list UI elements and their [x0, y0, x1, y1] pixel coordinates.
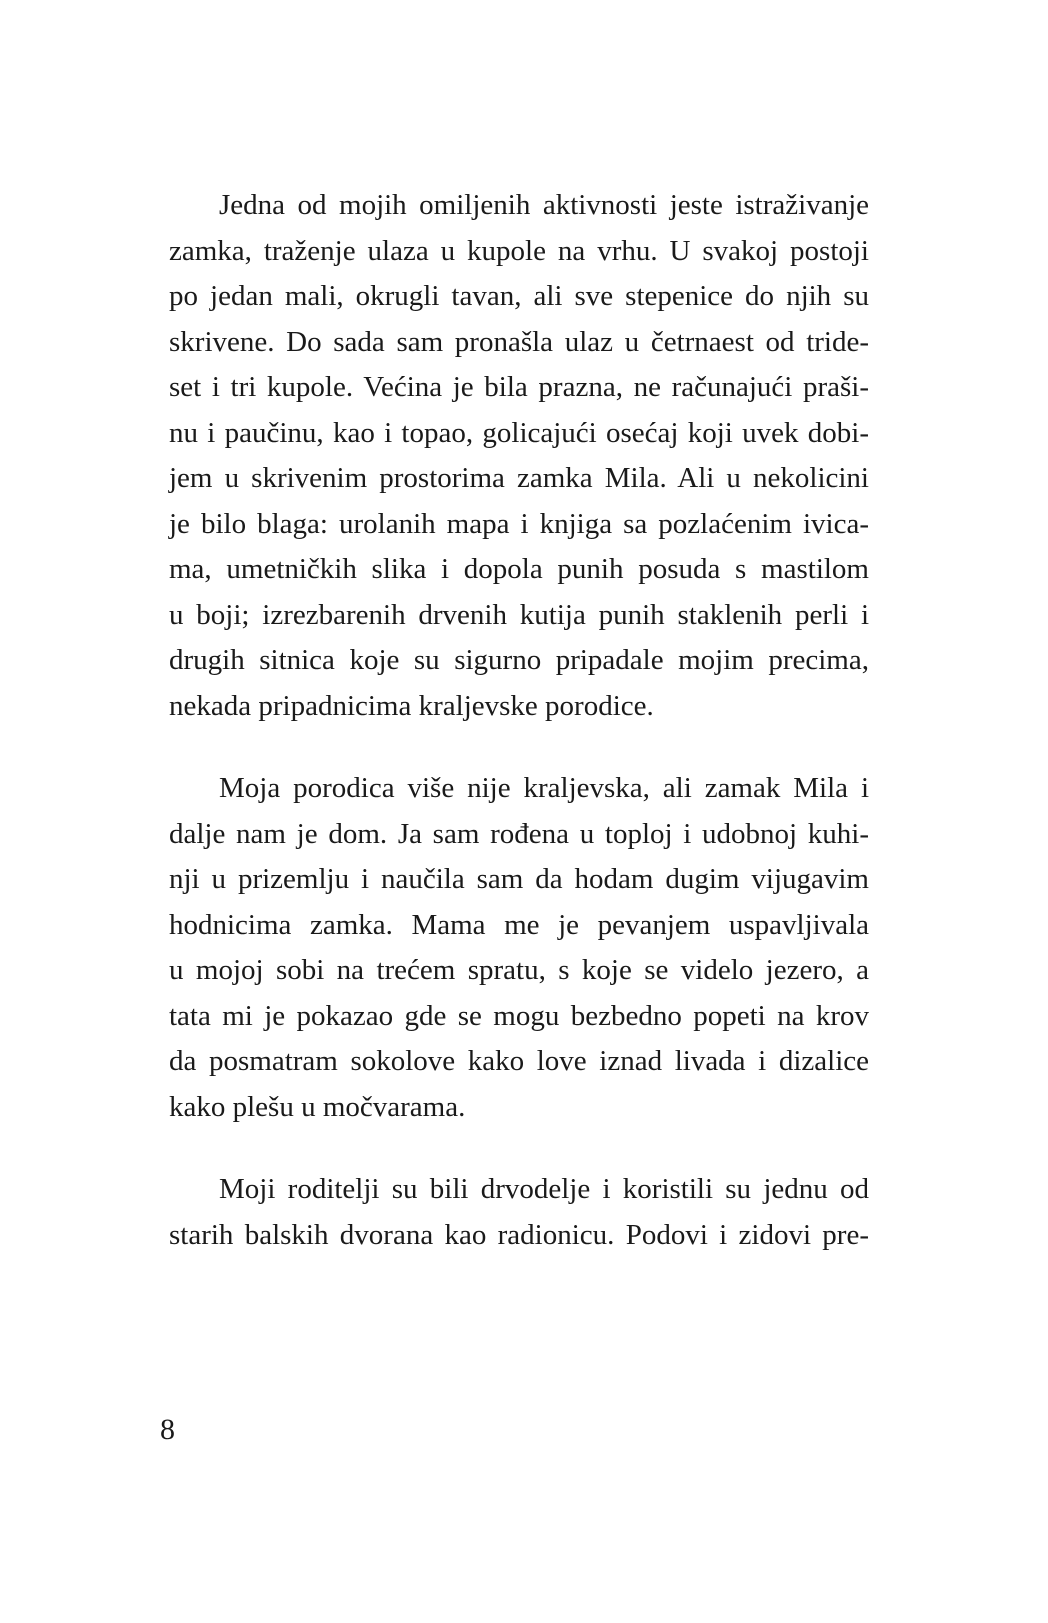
body-text — [169, 183, 869, 1258]
text-line: tata mi je pokazao gde se mogu bezbedno popeti na krov — [169, 999, 869, 1032]
text-line: zamka, traženje ulaza u kupole na vrhu. U svakoj postoji — [169, 234, 869, 267]
text-line: Moji roditelji su bili drvodelje i koristili su jednu od — [219, 1173, 869, 1205]
text-line: jem u skrivenim prostorima zamka Mila. Ali u nekolicini — [169, 462, 869, 494]
text-line: ma, umetničkih slika i dopola punih posuda s mastilom — [169, 553, 869, 585]
text-line: u mojoj sobi na trećem spratu, s koje se videlo jezero, a — [169, 954, 869, 986]
text-line: nu i paučinu, kao i topao, golicajući osećaj koji uvek dobi- — [169, 416, 869, 449]
page-number: 8 — [160, 1413, 175, 1446]
text-line: nji u prizemlju i naučila sam da hodam dugim vijugavim — [169, 863, 869, 895]
text-line: je bilo blaga: urolanih mapa i knjiga sa pozlaćenim ivica- — [169, 507, 869, 540]
text-line: skrivene. Do sada sam pronašla ulaz u četrnaest od tride- — [169, 325, 869, 358]
text-line: hodnicima zamka. Mama me je pevanjem uspavljivala — [169, 908, 869, 941]
text-line: Moja porodica više nije kraljevska, ali zamak Mila i — [219, 772, 869, 804]
text-line: drugih sitnica koje su sigurno pripadale mojim precima, — [169, 644, 869, 676]
text-line: po jedan mali, okrugli tavan, ali sve stepenice do njih su — [169, 280, 869, 312]
paragraph-3 — [169, 1167, 869, 1258]
paragraph-1 — [169, 183, 869, 729]
text-line: dalje nam je dom. Ja sam rođena u toploj i udobnoj kuhi- — [169, 817, 869, 850]
text-line: da posmatram sokolove kako love iznad livada i dizalice — [169, 1045, 869, 1077]
paragraph-2 — [169, 766, 869, 1130]
text-line: starih balskih dvorana kao radionicu. Podovi i zidovi pre- — [169, 1218, 869, 1251]
text-line: nekada pripadnicima kraljevske porodice. — [169, 689, 654, 722]
text-line: kako plešu u močvarama. — [169, 1090, 466, 1123]
text-line: Jedna od mojih omiljenih aktivnosti jeste istraživanje — [219, 189, 869, 221]
text-line: set i tri kupole. Većina je bila prazna, ne računajući praši- — [169, 371, 869, 403]
text-line: u boji; izrezbarenih drvenih kutija punih staklenih perli i — [169, 598, 869, 631]
